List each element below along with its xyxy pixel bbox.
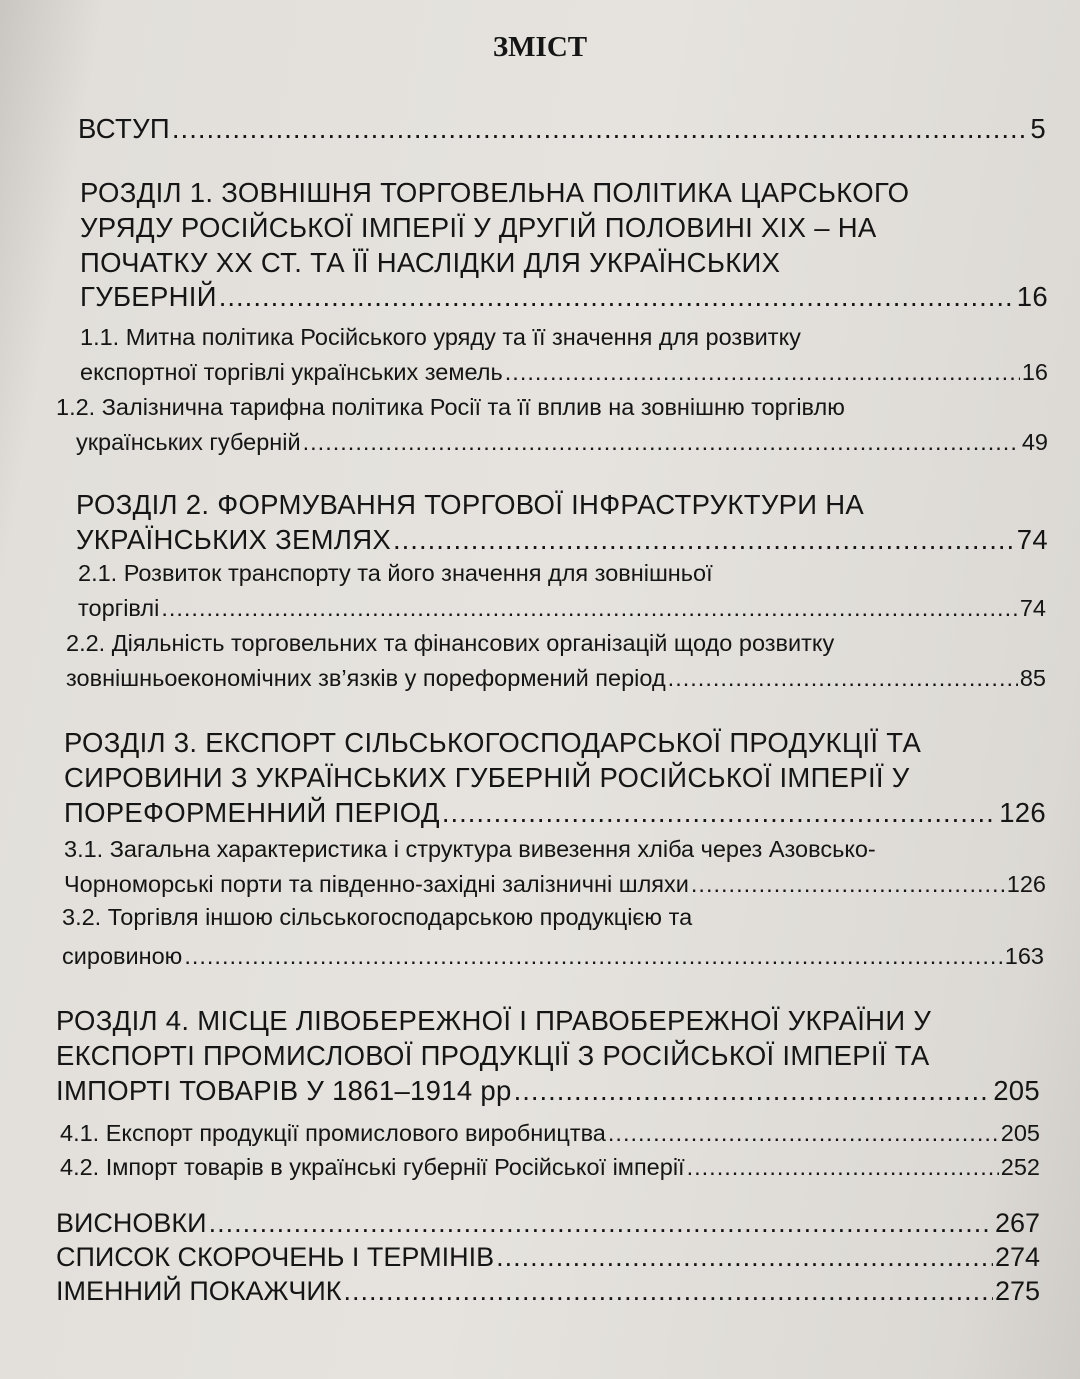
entry-label: ІМЕННИЙ ПОКАЖЧИК: [56, 1276, 342, 1306]
entry-label: СПИСОК СКОРОЧЕНЬ І ТЕРМІНІВ: [56, 1242, 495, 1272]
page-number: 205: [1000, 1120, 1040, 1146]
dot-leader: [344, 1274, 993, 1308]
page-number: 163: [1004, 943, 1044, 969]
dot-leader: [184, 939, 1002, 973]
dot-leader: [505, 355, 1020, 389]
dot-leader: [691, 867, 1005, 901]
page-number: 267: [994, 1208, 1040, 1238]
dot-leader: [442, 796, 997, 830]
page-number: 74: [1016, 524, 1048, 555]
dot-leader: [172, 112, 1028, 146]
dot-leader: [608, 1116, 999, 1150]
dot-leader: [687, 1150, 999, 1184]
toc-entry-conclusions: [56, 1206, 1040, 1240]
dot-leader: [219, 280, 1015, 314]
toc-entry-abbreviations: [56, 1240, 1040, 1274]
section-title-line: 3.2. Торгівля іншою сільськогосподарською продукцією та: [62, 904, 693, 930]
toc-section-1-2: [56, 390, 1048, 459]
page-number: 275: [994, 1276, 1040, 1306]
page-number: 5: [1030, 113, 1046, 144]
section-title-last: українських губерній: [76, 429, 301, 455]
dot-leader: [303, 425, 1020, 459]
section-title-last: зовнішньоекономічних зв’язків у пореформений період: [66, 665, 666, 691]
chapter-title-line: ЕКСПОРТІ ПРОМИСЛОВОЇ ПРОДУКЦІЇ З РОСІЙСЬКОЇ ІМПЕРІЇ ТА: [56, 1040, 930, 1071]
toc-section-4-1: [60, 1116, 1040, 1150]
toc-back-matter: [56, 1206, 1040, 1308]
page-number: 85: [1019, 665, 1046, 691]
chapter-title-last: ГУБЕРНІЙ: [80, 281, 217, 312]
section-title-last: Чорноморські порти та південно-західні залізничні шляхи: [64, 871, 689, 897]
section-title-last: торгівлі: [78, 595, 160, 621]
toc-entry-name-index: [56, 1274, 1040, 1308]
chapter-title-last: ПОРЕФОРМЕННИЙ ПЕРІОД: [64, 797, 440, 828]
page-number: 126: [999, 797, 1046, 828]
toc-section-1-1: [80, 320, 1048, 389]
page-number: 16: [1016, 281, 1048, 312]
chapter-title-line: СИРОВИНИ З УКРАЇНСЬКИХ ГУБЕРНІЙ РОСІЙСЬКОЇ ІМПЕРІЇ У: [64, 762, 910, 793]
toc-chapter-2: [76, 488, 1048, 557]
dot-leader: [668, 661, 1018, 695]
section-title-line: 1.2. Залізнична тарифна політика Росії та її вплив на зовнішню торгівлю: [56, 394, 845, 420]
toc-section-2-1: [78, 556, 1046, 625]
section-title-line: 2.2. Діяльність торговельних та фінансових організацій щодо розвитку: [66, 630, 835, 656]
section-title-last: сировиною: [62, 943, 183, 969]
section-title-last: експортної торгівлі українських земель: [80, 359, 503, 385]
chapter-title-line: РОЗДІЛ 3. ЕКСПОРТ СІЛЬСЬКОГОСПОДАРСЬКОЇ ПРОДУКЦІЇ ТА: [64, 727, 922, 758]
page-title: ЗМІСТ: [492, 31, 588, 63]
toc-chapter-3: [64, 726, 1046, 830]
chapter-title-line: УРЯДУ РОСІЙСЬКОЇ ІМПЕРІЇ У ДРУГІЙ ПОЛОВИНІ ХІХ – НА: [80, 212, 877, 243]
chapter-title-line: РОЗДІЛ 4. МІСЦЕ ЛІВОБЕРЕЖНОЇ І ПРАВОБЕРЕЖНОЇ УКРАЇНИ У: [56, 1005, 932, 1036]
dot-leader: [161, 591, 1018, 625]
toc-entry-intro: [78, 112, 1046, 146]
chapter-title-line: ПОЧАТКУ ХХ СТ. ТА ЇЇ НАСЛІДКИ ДЛЯ УКРАЇНСЬКИХ: [80, 247, 781, 278]
entry-label: ВСТУП: [78, 113, 170, 144]
toc-chapter-4: [56, 1004, 1040, 1108]
section-title-line: 3.1. Загальна характеристика і структура вивезення хліба через Азовсько-: [64, 836, 876, 862]
entry-label: ВИСНОВКИ: [56, 1208, 207, 1238]
page-number: 49: [1021, 429, 1048, 455]
chapter-title-last: УКРАЇНСЬКИХ ЗЕМЛЯХ: [76, 524, 392, 555]
dot-leader: [496, 1240, 993, 1274]
chapter-title-line: РОЗДІЛ 2. ФОРМУВАННЯ ТОРГОВОЇ ІНФРАСТРУКТУРИ НА: [76, 489, 865, 520]
section-title-last: 4.2. Імпорт товарів в українські губернії Російської імперії: [60, 1154, 685, 1180]
toc-section-2-2: [66, 626, 1046, 695]
page-number: 274: [994, 1242, 1040, 1272]
section-title-line: 1.1. Митна політика Російського уряду та її значення для розвитку: [80, 324, 801, 350]
page-number: 74: [1019, 595, 1046, 621]
dot-leader: [514, 1074, 992, 1108]
page-number: 16: [1021, 359, 1048, 385]
page-number: 126: [1006, 871, 1046, 897]
toc-section-3-1: [64, 832, 1046, 901]
section-title-line: 2.1. Розвиток транспорту та його значення для зовнішньої: [78, 560, 713, 586]
dot-leader: [393, 523, 1015, 557]
dot-leader: [209, 1206, 993, 1240]
toc-section-4-2: [60, 1150, 1040, 1184]
chapter-title-last: ІМПОРТІ ТОВАРІВ У 1861–1914 рр: [56, 1075, 512, 1106]
chapter-title-line: РОЗДІЛ 1. ЗОВНІШНЯ ТОРГОВЕЛЬНА ПОЛІТИКА ЦАРСЬКОГО: [80, 177, 910, 208]
page-number: 252: [1000, 1154, 1040, 1180]
toc-section-3-2: [62, 900, 1044, 973]
page-number: 205: [993, 1075, 1040, 1106]
section-title-last: 4.1. Експорт продукції промислового виробництва: [60, 1120, 606, 1146]
toc-chapter-1: [80, 176, 1048, 314]
